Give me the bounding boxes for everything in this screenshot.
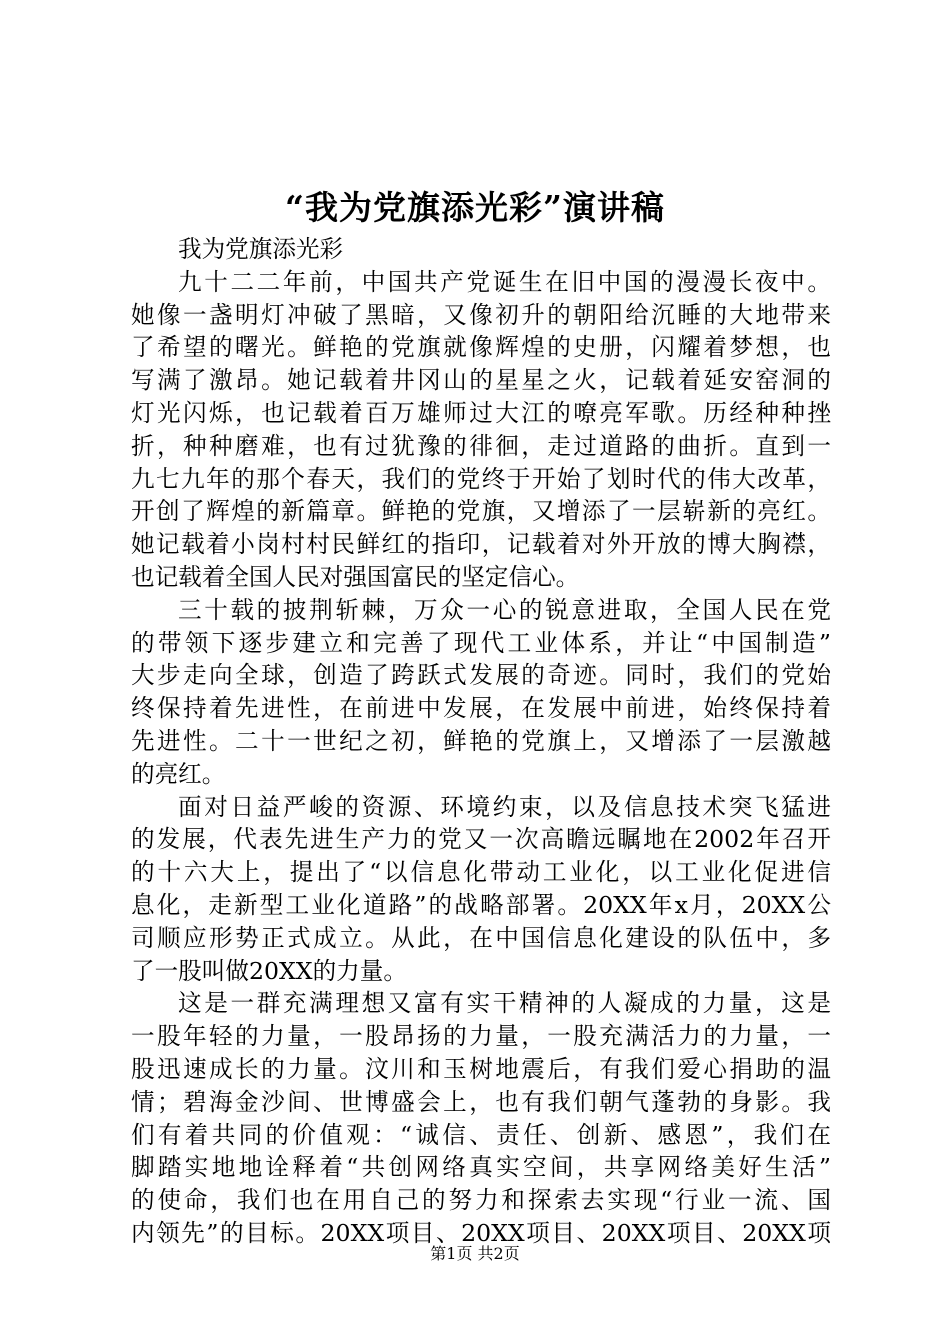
text-line: 的发展，代表先进生产力的党又一次高瞻远瞩地在2002年召开 [131, 825, 831, 854]
text-line: 内领先”的目标。20XX项目、20XX项目、20XX项目、20XX项 [131, 1218, 831, 1247]
text-line: 的亮红。 [131, 759, 226, 788]
text-line: 折，种种磨难，也有过犹豫的徘徊，走过道路的曲折。直到一 [131, 431, 831, 460]
text-line: 先进性。二十一世纪之初，鲜艳的党旗上，又增添了一层激越 [131, 726, 831, 755]
subtitle-line: 我为党旗添光彩 [178, 235, 344, 263]
text-line: 她像一盏明灯冲破了黑暗，又像初升的朝阳给沉睡的大地带来 [131, 300, 831, 329]
text-line: 面对日益严峻的资源、环境约束，以及信息技术突飞猛进 [178, 792, 831, 821]
text-line: 了希望的曙光。鲜艳的党旗就像辉煌的史册，闪耀着梦想，也 [131, 333, 831, 362]
text-line: 们有着共同的价值观：“诚信、责任、创新、感恩”，我们在 [131, 1120, 831, 1149]
text-line: 司顺应形势正式成立。从此，在中国信息化建设的队伍中，多 [131, 923, 831, 952]
text-line: 这是一群充满理想又富有实干精神的人凝成的力量，这是 [178, 989, 831, 1018]
text-line: 股迅速成长的力量。汶川和玉树地震后，有我们爱心捐助的温 [131, 1054, 831, 1083]
text-line: 终保持着先进性，在前进中发展，在发展中前进，始终保持着 [131, 694, 831, 723]
text-line: 三十载的披荆斩棘，万众一心的锐意进取，全国人民在党 [178, 595, 831, 624]
text-line: 大步走向全球，创造了跨跃式发展的奇迹。同时，我们的党始 [131, 661, 831, 690]
text-line: 了一股叫做20XX的力量。 [131, 956, 407, 985]
document-title: “我为党旗添光彩”演讲稿 [285, 188, 665, 227]
text-line: 也记载着全国人民对强国富民的坚定信心。 [131, 562, 580, 591]
text-line: 的带领下逐步建立和完善了现代工业体系，并让“中国制造” [131, 628, 831, 657]
page-footer: 第1页 共2页 [430, 1244, 520, 1263]
text-line: 她记载着小岗村村民鲜红的指印，记载着对外开放的博大胸襟， [131, 530, 831, 559]
text-line: 情；碧海金沙间、世博盛会上，也有我们朝气蓬勃的身影。我 [131, 1087, 831, 1116]
text-line: 开创了辉煌的新篇章。鲜艳的党旗，又增添了一层崭新的亮红。 [131, 497, 831, 526]
text-line: 九七九年的那个春天，我们的党终于开始了划时代的伟大改革， [131, 464, 831, 493]
text-line: 一股年轻的力量，一股昂扬的力量，一股充满活力的力量，一 [131, 1022, 831, 1051]
text-line: 的使命，我们也在用自己的努力和探索去实现“行业一流、国 [131, 1186, 831, 1215]
text-line: 写满了激昂。她记载着井冈山的星星之火，记载着延安窑洞的 [131, 366, 831, 395]
text-line: 灯光闪烁，也记载着百万雄师过大江的嘹亮军歌。历经种种挫 [131, 398, 831, 427]
document-body [131, 233, 831, 1250]
text-line: 的十六大上，提出了“以信息化带动工业化，以工业化促进信 [131, 858, 831, 887]
text-line: 息化，走新型工业化道路”的战略部署。20XX年x月，20XX公 [131, 890, 831, 919]
text-line: 九十二二年前，中国共产党诞生在旧中国的漫漫长夜中。 [178, 267, 831, 296]
text-line: 脚踏实地地诠释着“共创网络真实空间，共享网络美好生活” [131, 1153, 831, 1182]
